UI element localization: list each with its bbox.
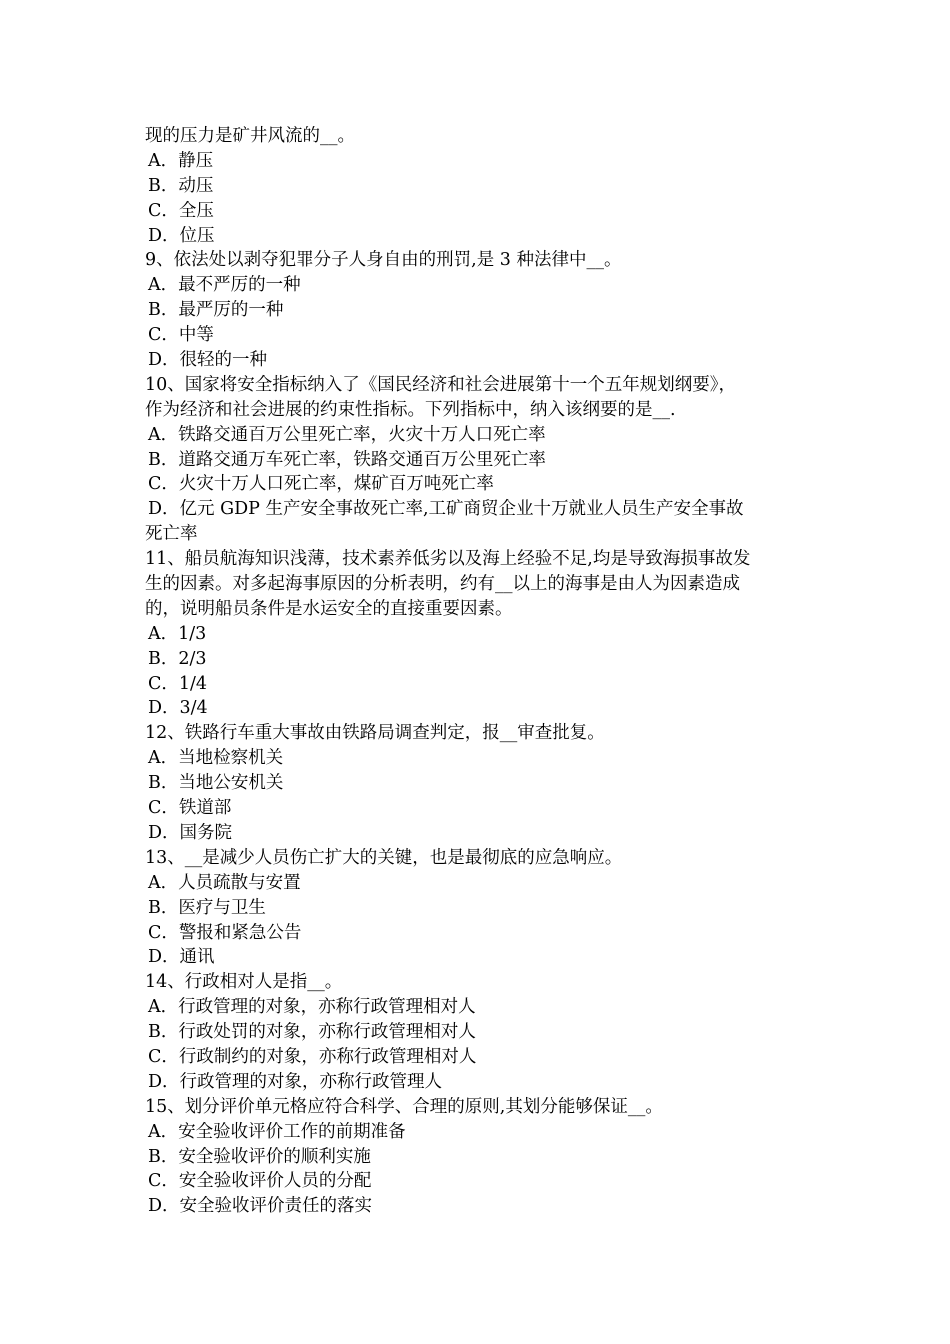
answer-option: B．最严厉的一种 — [148, 300, 284, 321]
question-text: 的，说明船员条件是水运安全的直接重要因素。 — [145, 598, 513, 619]
answer-option: A．安全验收评价工作的前期准备 — [148, 1121, 406, 1142]
answer-option: D．国务院 — [148, 822, 233, 843]
question-text: 生的因素。对多起海事原因的分析表明，约有__以上的海事是由人为因素造成 — [145, 574, 740, 595]
answer-option: D．很轻的一种 — [148, 350, 268, 371]
question-text: 15、划分评价单元格应符合科学、合理的原则,其划分能够保证__。 — [145, 1096, 663, 1117]
answer-option: C．警报和紧急公告 — [148, 922, 302, 943]
answer-option: D．通讯 — [148, 947, 215, 968]
answer-option: C．铁道部 — [148, 798, 232, 819]
answer-option: D．位压 — [148, 225, 215, 246]
question-text: 14、行政相对人是指__。 — [145, 972, 343, 993]
question-text: 9、依法处以剥夺犯罪分子人身自由的刑罚,是 3 种法律中__。 — [145, 250, 622, 271]
answer-option: A．人员疏散与安置 — [148, 872, 301, 893]
answer-option: A．行政管理的对象，亦称行政管理相对人 — [148, 997, 476, 1018]
answer-option: A．1/3 — [148, 623, 207, 644]
answer-option: A．铁路交通百万公里死亡率，火灾十万人口死亡率 — [148, 424, 546, 445]
question-text: 12、铁路行车重大事故由铁路局调查判定，报__审查批复。 — [145, 723, 605, 744]
answer-option: A．最不严厉的一种 — [148, 275, 301, 296]
question-text: 现的压力是矿井风流的__。 — [145, 126, 355, 146]
answer-option: C．行政制约的对象，亦称行政管理相对人 — [148, 1046, 477, 1067]
answer-option: B．道路交通万车死亡率，铁路交通百万公里死亡率 — [148, 449, 546, 470]
answer-option: C．1/4 — [148, 673, 208, 694]
answer-option: C．安全验收评价人员的分配 — [148, 1171, 372, 1192]
answer-option: C．火灾十万人口死亡率，煤矿百万吨死亡率 — [148, 474, 494, 495]
question-text: 死亡率 — [145, 524, 198, 545]
answer-option: D．亿元 GDP 生产安全事故死亡率,工矿商贸企业十万就业人员生产安全事故 — [148, 499, 744, 520]
answer-option: C．中等 — [148, 325, 214, 346]
answer-option: B．动压 — [148, 175, 214, 196]
answer-option: D．3/4 — [148, 698, 208, 719]
answer-option: D．行政管理的对象，亦称行政管理人 — [148, 1071, 443, 1092]
question-text: 作为经济和社会进展的约束性指标。下列指标中，纳入该纲要的是__. — [145, 399, 676, 420]
question-text: 11、船员航海知识浅薄，技术素养低劣以及海上经验不足,均是导致海损事故发 — [145, 549, 751, 570]
answer-option: A．当地检察机关 — [148, 748, 284, 769]
answer-option: D．安全验收评价责任的落实 — [148, 1196, 373, 1217]
document-page — [145, 124, 817, 1219]
question-text: 13、__是减少人员伤亡扩大的关键，也是最彻底的应急响应。 — [145, 847, 623, 868]
answer-option: A．静压 — [148, 150, 214, 171]
answer-option: C．全压 — [148, 200, 214, 221]
answer-option: B．行政处罚的对象，亦称行政管理相对人 — [148, 1022, 476, 1043]
answer-option: B．2/3 — [148, 648, 207, 669]
answer-option: B．当地公安机关 — [148, 773, 284, 794]
answer-option: B．医疗与卫生 — [148, 897, 266, 918]
answer-option: B．安全验收评价的顺利实施 — [148, 1146, 371, 1167]
question-text: 10、国家将安全指标纳入了《国民经济和社会进展第十一个五年规划纲要》， — [145, 374, 737, 395]
